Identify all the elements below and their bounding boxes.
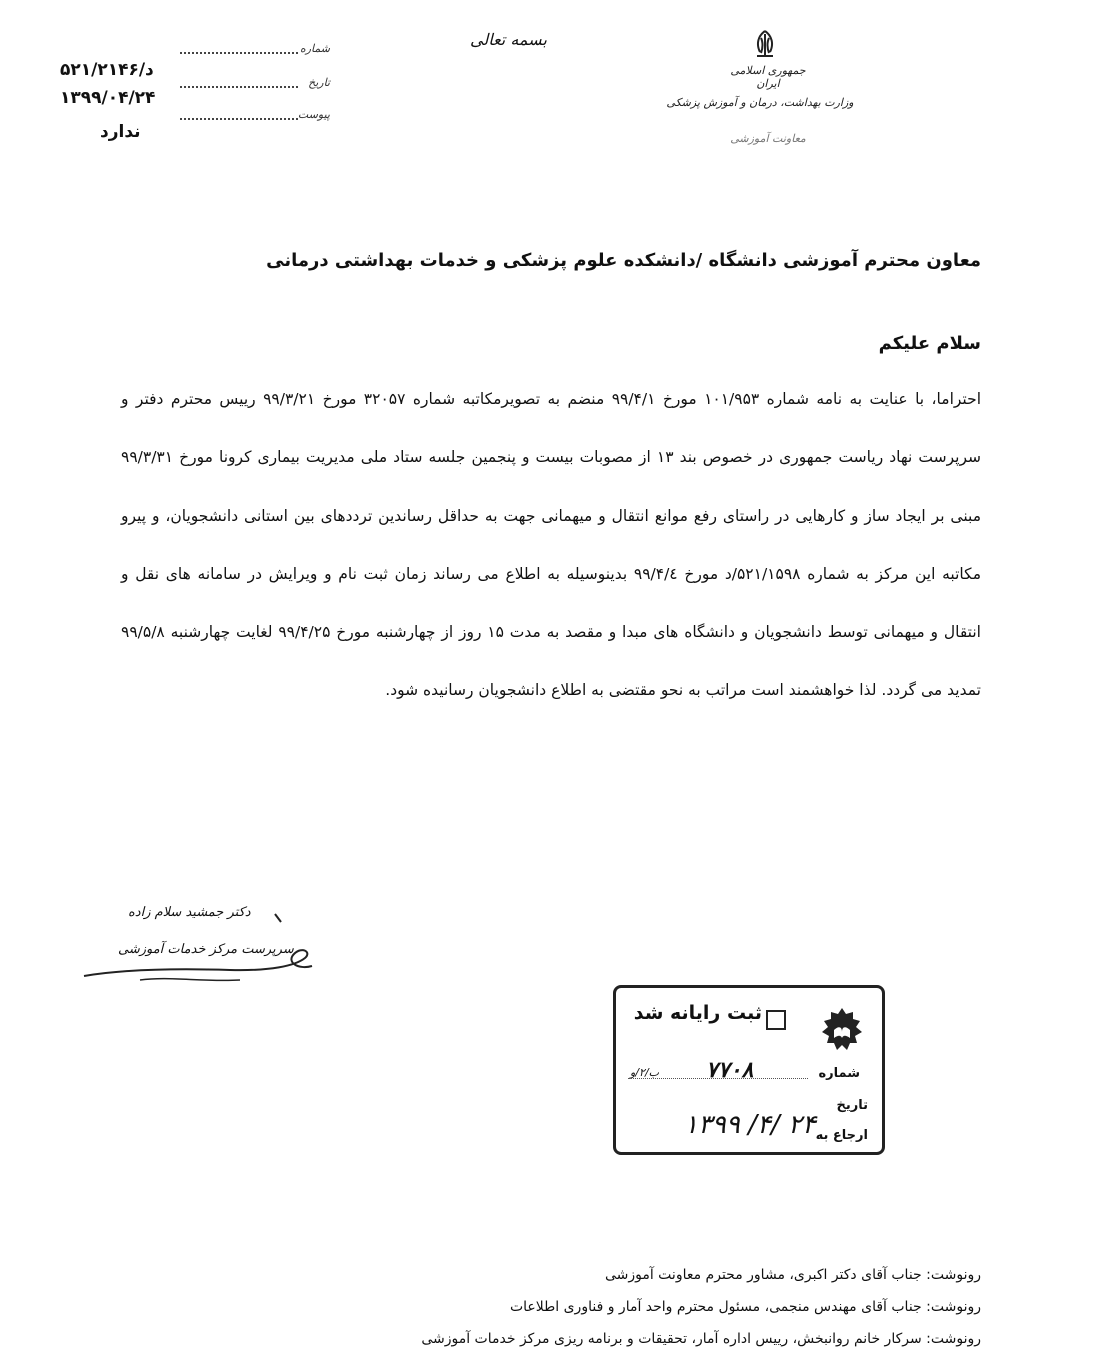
dotted-line xyxy=(628,1078,808,1079)
stamp-date-value: ۱۳۹۹ /۴/ ۲۴ xyxy=(684,1110,816,1140)
stamp-referral-label: ارجاع به xyxy=(815,1128,868,1143)
letter-number: د/۵۲۱/۲۱۴۶ xyxy=(60,60,154,80)
stamp-title: ثبت رایانه شد xyxy=(633,1002,762,1024)
letter-date: ۱۳۹۹/۰۴/۲۴ xyxy=(60,88,156,108)
recipient: معاون محترم آموزشی دانشگاه /دانشکده علوم پزشکی و خدمات بهداشتی درمانی xyxy=(266,250,981,271)
stamp-date-label: تاریخ xyxy=(836,1098,868,1113)
date-row xyxy=(180,76,330,98)
attachment-label: پیوست xyxy=(297,108,330,121)
signature-title: سرپرست مرکز خدمات آموزشی xyxy=(118,942,294,957)
number-row xyxy=(180,42,330,64)
salutation: بسمه تعالی xyxy=(470,30,547,49)
signature-name: دکتر جمشید سلام زاده xyxy=(128,905,251,920)
greeting: سلام علیکم xyxy=(878,333,981,354)
stamp-number-label: شماره xyxy=(818,1066,860,1081)
body-paragraph: احتراما، با عنایت به نامه شماره ۱۰۱/۹۵۳ مورخ ۹۹/۴/۱ منضم به تصویرمکاتبه شماره ۳۲۰۵۷ مورخ ۹۹/۳/۲۱ رییس محترم دفتر و سرپرست نهاد ریاست جمهوری در خصوص بند ۱۳ از مصوبات بیست و پنجمین جلسه ستاد ملی مدیریت بیماری کرونا مورخ ۹۹/۳/۳۱ مبنی بر ایجاد ساز و کارهایی در راستای رفع موانع انتقال و میهمانی جهت به حداقل رساندین ترددهای بین استانی دانشجویان، و پیرو مکاتبه این مرکز به شماره ۵۲۱/۱۵۹۸/د مورخ ۹۹/۴/٤ بدینوسیله به اطلاع می رساند زمان ثبت نام و ویرایش در سامانه های نقل و انتقال و میهمانی توسط دانشجویان و دانشگاه های مبدا و مقصد به مدت ۱۵ روز از چهارشنبه مورخ ۹۹/۴/۲۵ لغایت چهارشنبه ۹۹/۵/۸ تمدید می گردد. لذا خواهشمند است مراتب به نحو مقتضی به اطلاع دانشجویان رسانیده شود. xyxy=(121,390,982,700)
cc-line: رونوشت: سرکار خانم روانبخش، رییس اداره آمار، تحقیقات و برنامه ریزی مرکز خدمات آموزشی xyxy=(421,1331,981,1347)
cc-line: رونوشت: جناب آقای دکتر اکبری، مشاور محترم معاونت آموزشی xyxy=(604,1267,981,1283)
cc-line: رونوشت: جناب آقای مهندس منجمی، مسئول محترم واحد آمار و فناوری اطلاعات xyxy=(509,1299,981,1315)
stamp-number-value: ۷۷۰۸ xyxy=(706,1058,754,1083)
attachment-row xyxy=(180,108,330,130)
registration-stamp xyxy=(613,985,885,1155)
attachment-value: ندارد xyxy=(100,122,141,142)
date-label: تاریخ xyxy=(308,76,330,89)
iran-emblem-icon xyxy=(748,28,782,62)
org-line-3: معاونت آموزشی xyxy=(730,132,806,145)
org-line-2: وزارت بهداشت، درمان و آموزش پزشکی xyxy=(666,96,854,109)
university-logo-icon xyxy=(816,1006,868,1054)
stamp-number-sub: ب/۲/و xyxy=(630,1066,660,1079)
dotted-line xyxy=(180,86,298,88)
number-label: شماره xyxy=(299,42,330,55)
dotted-line xyxy=(180,52,298,54)
checkbox-icon xyxy=(766,1010,786,1030)
org-line-1: جمهوری اسلامی ایران xyxy=(730,64,806,90)
dotted-line xyxy=(180,118,298,120)
